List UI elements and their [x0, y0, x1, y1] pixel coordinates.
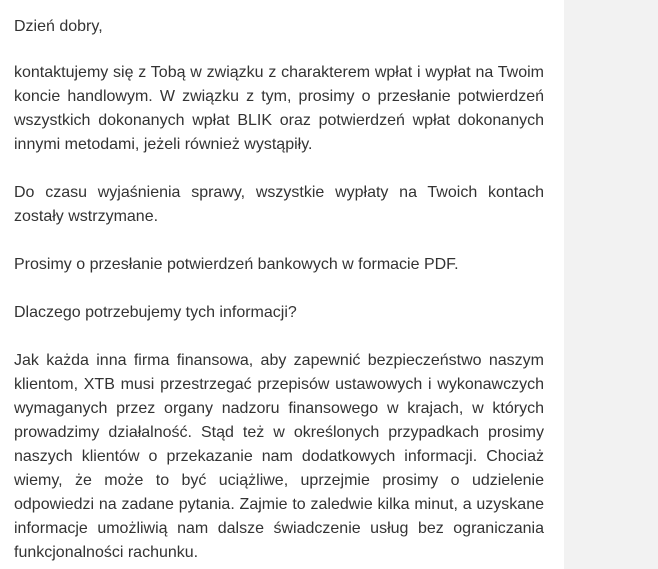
email-greeting: Dzień dobry, [14, 18, 103, 35]
side-panel [564, 0, 658, 569]
email-paragraph-explanation: Jak każda inna firma finansowa, aby zapewnić bezpieczeństwo naszym klientom, XTB musi przestrzegać przepisów ustawowych i wykonawczych wymaganych przez organy nadzoru finansowego w krajach, w których prowadzimy działalność. Stąd też w określonych przypadkach prosimy naszych klientów o przekazanie nam dodatkowych informacji. Chociaż wiemy, że może to być uciążliwe, uprzejmie prosimy o udzielenie odpowiedzi na zadane pytania. Zajmie to zaledwie kilka minut, a uzyskane informacje umożliwią nam dalsze świadczenie usług bez ograniczania funkcjonalności rachunku. [14, 352, 544, 561]
email-paragraph-intro: kontaktujemy się z Tobą w związku z charakterem wpłat i wypłat na Twoim koncie handlowym. W związku z tym, prosimy o przesłanie potwierdzeń wszystkich dokonanych wpłat BLIK oraz potwierdzeń wpłat dokonanych innymi metodami, jeżeli również wystąpiły. [14, 64, 544, 153]
email-paragraph-pdf-request: Prosimy o przesłanie potwierdzeń bankowych w formacie PDF. [14, 256, 459, 273]
email-paragraph-withdrawals-suspended: Do czasu wyjaśnienia sprawy, wszystkie wypłaty na Twoich kontach zostały wstrzymane. [14, 184, 544, 225]
email-paragraph-question: Dlaczego potrzebujemy tych informacji? [14, 304, 297, 321]
